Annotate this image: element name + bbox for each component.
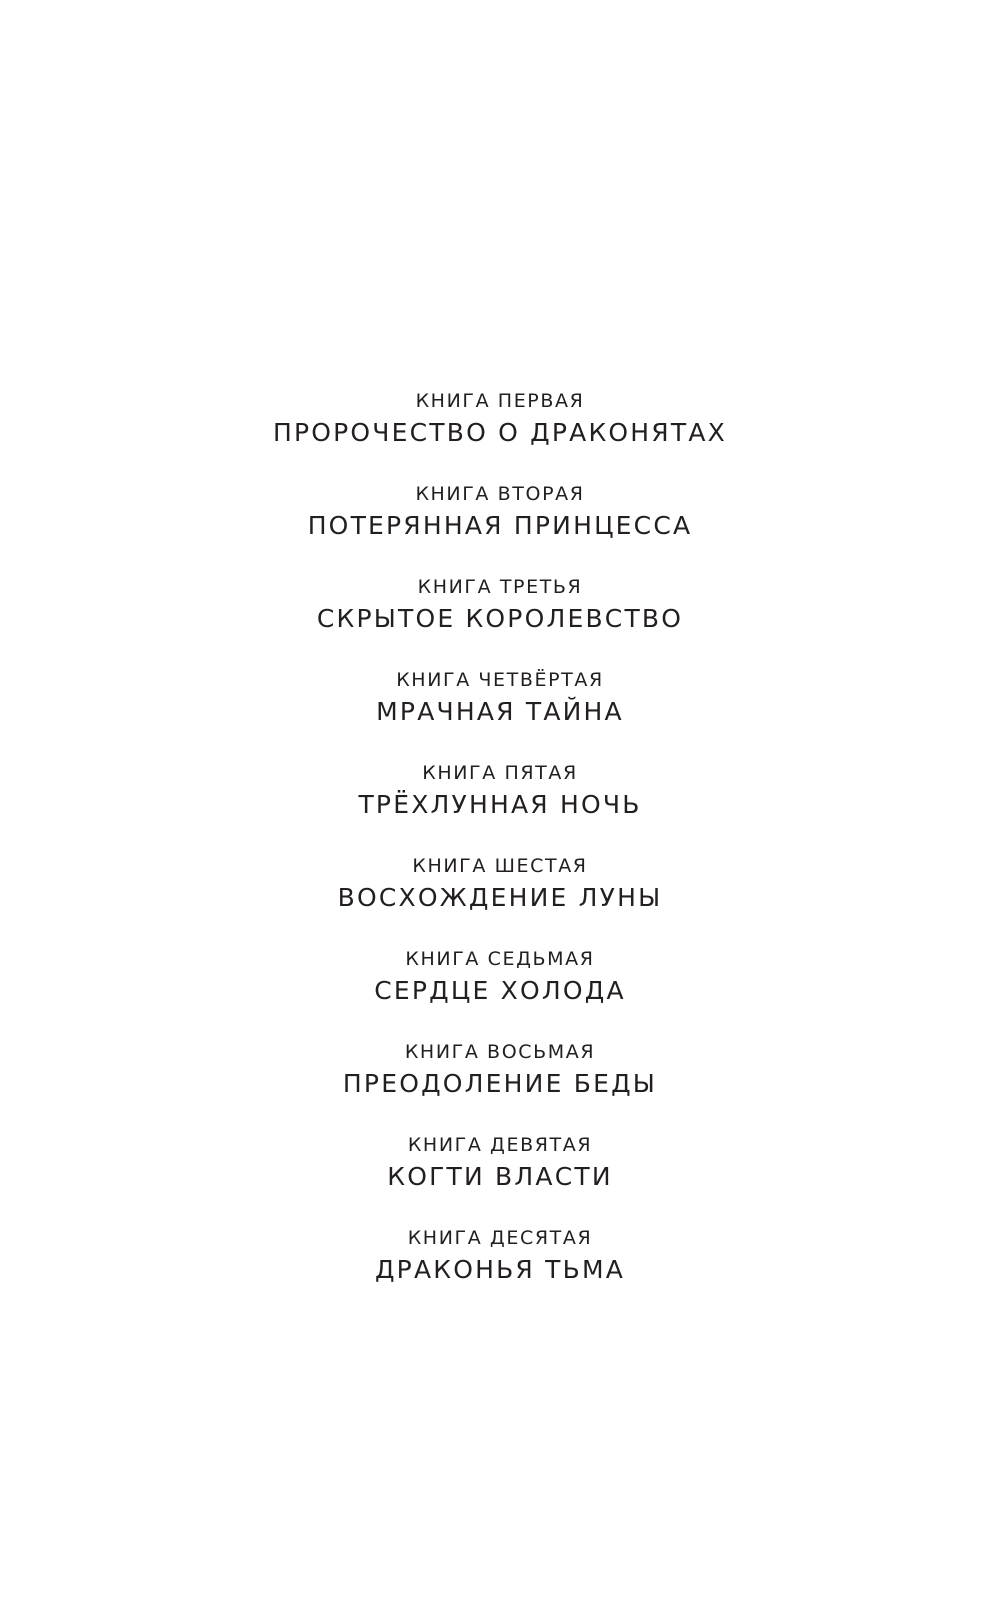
book-number: КНИГА ПЕРВАЯ [415,390,585,412]
book-title: ДРАКОНЬЯ ТЬМА [374,1255,626,1284]
book-title: ТРЁХЛУННАЯ НОЧЬ [358,790,642,819]
book-entry-6 [0,851,1000,944]
book-title: СКРЫТОЕ КОРОЛЕВСТВО [316,604,684,633]
book-entry-7 [0,944,1000,1037]
book-title: МРАЧНАЯ ТАЙНА [376,697,624,726]
book-number: КНИГА ВТОРАЯ [415,483,585,505]
book-number: КНИГА ДЕСЯТАЯ [407,1227,593,1249]
book-number: КНИГА ПЯТАЯ [422,762,578,784]
book-entry-4 [0,665,1000,758]
book-number: КНИГА ТРЕТЬЯ [417,576,583,598]
book-entry-10 [0,1223,1000,1316]
book-title: КОГТИ ВЛАСТИ [387,1162,613,1191]
book-entry-3 [0,572,1000,665]
book-title: ПРОРОЧЕСТВО О ДРАКОНЯТАХ [273,418,727,447]
book-entry-9 [0,1130,1000,1223]
book-number: КНИГА ДЕВЯТАЯ [407,1134,593,1156]
book-entry-8 [0,1037,1000,1130]
book-entry-1 [0,386,1000,479]
book-title: ВОСХОЖДЕНИЕ ЛУНЫ [337,883,663,912]
book-number: КНИГА ШЕСТАЯ [412,855,588,877]
book-entry-5 [0,758,1000,851]
book-title: ПРЕОДОЛЕНИЕ БЕДЫ [342,1069,658,1098]
book-number: КНИГА ВОСЬМАЯ [404,1041,596,1063]
book-title: СЕРДЦЕ ХОЛОДА [374,976,626,1005]
book-number: КНИГА СЕДЬМАЯ [405,948,595,970]
book-title: ПОТЕРЯННАЯ ПРИНЦЕССА [307,511,693,540]
book-number: КНИГА ЧЕТВЁРТАЯ [396,669,604,691]
book-entry-2 [0,479,1000,572]
book-series-list [0,386,1000,1316]
